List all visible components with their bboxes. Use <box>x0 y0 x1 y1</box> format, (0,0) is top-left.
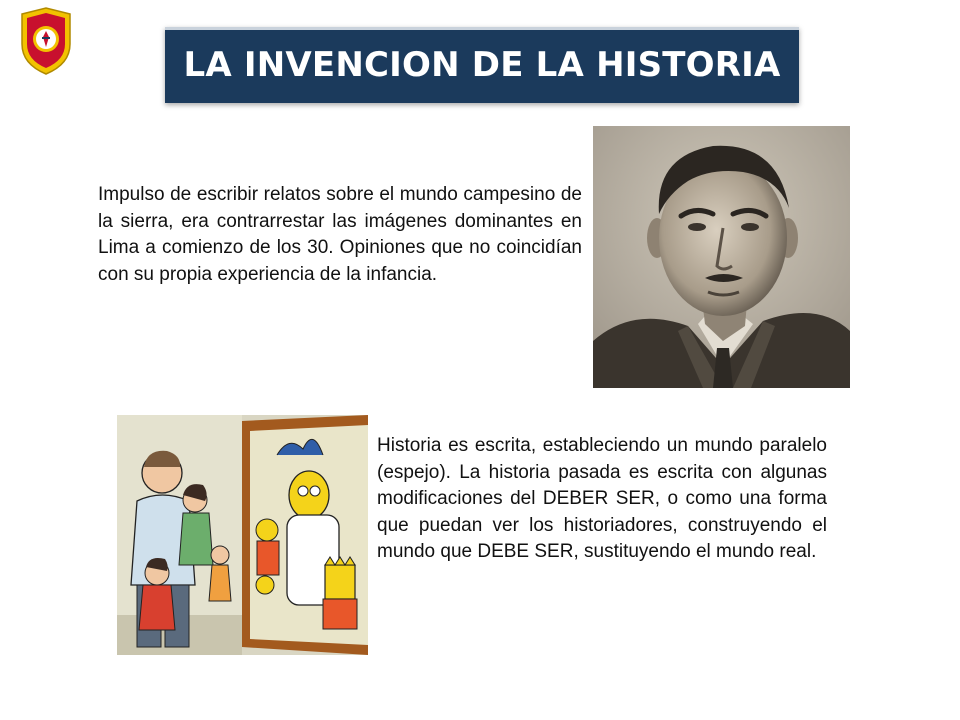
page-title: LA INVENCION DE LA HISTORIA <box>183 45 781 85</box>
paragraph-impulso: Impulso de escribir relatos sobre el mundo campesino de la sierra, era contrarrestar las imágenes dominantes en Lima a comienzo de los 30. Opiniones que no coincidían con su propia experiencia de la infancia. <box>98 184 582 285</box>
title-banner <box>165 27 799 103</box>
paragraph-historia: Historia es escrita, estableciendo un mundo paralelo (espejo). La historia pasada es escrita con algunas modificaciones del DEBER SER, o como una forma que puedan ver los historiadores, construyendo el mundo que DEBE SER, sustituyendo el mundo real. <box>377 435 827 562</box>
crest-icon <box>16 6 76 76</box>
mirror-cartoon <box>117 415 368 655</box>
portrait-photo <box>593 126 850 388</box>
